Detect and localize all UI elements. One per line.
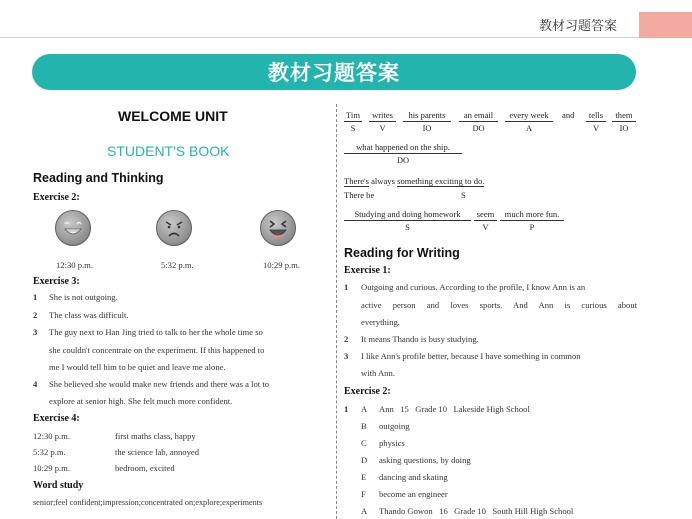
answer-letter: A (361, 404, 368, 414)
face-time-1: 12:30 p.m. (56, 260, 94, 270)
list-number: 3 (344, 351, 349, 361)
unit-title: WELCOME UNIT (118, 108, 228, 124)
ex4-desc: the science lab, annoyed (115, 447, 199, 457)
segment-word: There's (344, 176, 369, 186)
header-accent-block (639, 12, 692, 38)
answer-text: physics (379, 438, 405, 448)
list-item-text: The class was difficult. (49, 310, 129, 320)
section-tag: 教材习题答案 (539, 19, 618, 34)
segment-label: V (379, 124, 386, 133)
book-title: STUDENT'S BOOK (107, 143, 230, 159)
segment-label: IO (422, 124, 432, 133)
list-item-text: She believed she would make new friends and there was a lot to (49, 379, 270, 389)
answer-text: dancing and skating (379, 472, 448, 482)
segment-label: DO (396, 156, 410, 165)
list-number: 1 (344, 282, 349, 292)
answer-letter: B (361, 421, 367, 431)
sentence-segment (459, 110, 498, 133)
segment-label: A (525, 124, 533, 133)
annoyed-face-icon (156, 210, 192, 246)
sentence-segment (344, 142, 462, 165)
sentence-segment (612, 110, 636, 133)
sentence-segment (369, 110, 396, 133)
excited-face-icon (260, 210, 296, 246)
reading-writing-heading: Reading for Writing (344, 246, 460, 260)
answer-letter: D (361, 455, 368, 465)
face-time-2: 5:32 p.m. (161, 260, 194, 270)
banner-title: 教材习题答案 (268, 61, 400, 85)
list-number: 1 (344, 404, 349, 414)
segment-label: S (405, 223, 410, 232)
answer-letter: A (361, 506, 368, 516)
ex4-time: 12:30 p.m. (33, 431, 71, 441)
segment-word: something exciting to do. (397, 176, 485, 186)
ex4-desc: bedroom, excited (115, 463, 175, 473)
sentence-segment (403, 110, 451, 133)
ex4-time: 10:29 p.m. (33, 463, 71, 473)
exercise-1-label: Exercise 1: (344, 265, 391, 276)
segment-label: DO (472, 124, 485, 133)
word-study-text: senior;feel confident;impression;concentrated on;explore;experiments (33, 498, 263, 507)
answer-letter: E (361, 472, 367, 482)
list-item-text: active person and loves sports. And Ann is curious about (361, 300, 637, 310)
answer-text: Thando Gowon 16 Grade 10 South Hill High School (379, 506, 574, 516)
list-item-text: She is not outgoing. (49, 292, 118, 302)
list-item-text: me I would tell him to be quiet and leave me alone. (49, 362, 226, 372)
segment-word: Studying and doing homework (344, 209, 471, 221)
segment-label: There be (344, 190, 375, 200)
adverb: always (368, 176, 398, 186)
sentence-segment (474, 209, 497, 232)
column-divider (336, 104, 337, 519)
segment-label: IO (619, 124, 629, 133)
segment-label: V (592, 124, 600, 133)
segment-word: them (612, 110, 636, 122)
sentence-segment (344, 209, 471, 232)
segment-word: what happened on the ship. (344, 142, 462, 154)
answer-letter: F (361, 489, 366, 499)
segment-word: seem (474, 209, 497, 221)
list-number: 4 (33, 379, 38, 389)
segment-word: tells (586, 110, 606, 122)
sentence-segment (500, 209, 564, 232)
list-item-text: everything. (361, 317, 400, 327)
sentence-2 (344, 176, 484, 186)
list-item-text: The guy next to Han Jing tried to talk to her the whole time so (49, 327, 263, 337)
segment-word: every week (505, 110, 553, 122)
list-number: 2 (344, 334, 349, 344)
exercise-3-label: Exercise 3: (33, 276, 80, 287)
sentence-segment (505, 110, 553, 133)
face-time-3: 10:29 p.m. (263, 260, 301, 270)
page-banner (32, 54, 636, 90)
ex4-desc: first maths class, happy (115, 431, 196, 441)
happy-face-icon (55, 210, 91, 246)
header-rule (0, 37, 639, 38)
segment-label: S (350, 124, 356, 133)
answer-text: asking questions, by doing (379, 455, 471, 465)
list-number: 2 (33, 310, 38, 320)
segment-label: S (461, 190, 466, 200)
list-item-text: It means Thando is busy studying. (361, 334, 479, 344)
list-number: 3 (33, 327, 38, 337)
sentence-segment (586, 110, 606, 133)
segment-word: much more fun. (500, 209, 564, 221)
segment-word: an email (459, 110, 498, 122)
list-item-text: she couldn't concentrate on the experiment. If this happened to (49, 345, 265, 355)
list-item-text: Outgoing and curious. According to the profile, I know Ann is an (361, 282, 586, 292)
exercise-2-label: Exercise 2: (33, 192, 80, 203)
exercise-4-label: Exercise 4: (33, 413, 80, 424)
list-item-text: explore at senior high. She felt much more confident. (49, 396, 233, 406)
list-item-text: I like Ann's profile better, because I have something in common (361, 351, 581, 361)
segment-label: V (482, 223, 489, 232)
answer-text: become an engineer (379, 489, 448, 499)
answer-letter: C (361, 438, 367, 448)
answer-text: outgoing (379, 421, 410, 431)
reading-thinking-heading: Reading and Thinking (33, 171, 164, 185)
ex4-time: 5:32 p.m. (33, 447, 66, 457)
conjunction: and (562, 110, 575, 120)
answer-text: Ann 15 Grade 10 Lakeside High School (379, 404, 530, 414)
segment-word: his parents (403, 110, 451, 122)
segment-word: Tim (345, 110, 361, 120)
word-study-label: Word study (33, 480, 84, 491)
segment-word: writes (369, 110, 396, 122)
sentence-segment (344, 110, 362, 133)
exercise-2-right-label: Exercise 2: (344, 386, 391, 397)
segment-label: P (529, 223, 535, 232)
list-item-text: with Ann. (361, 368, 395, 378)
list-number: 1 (33, 292, 38, 302)
